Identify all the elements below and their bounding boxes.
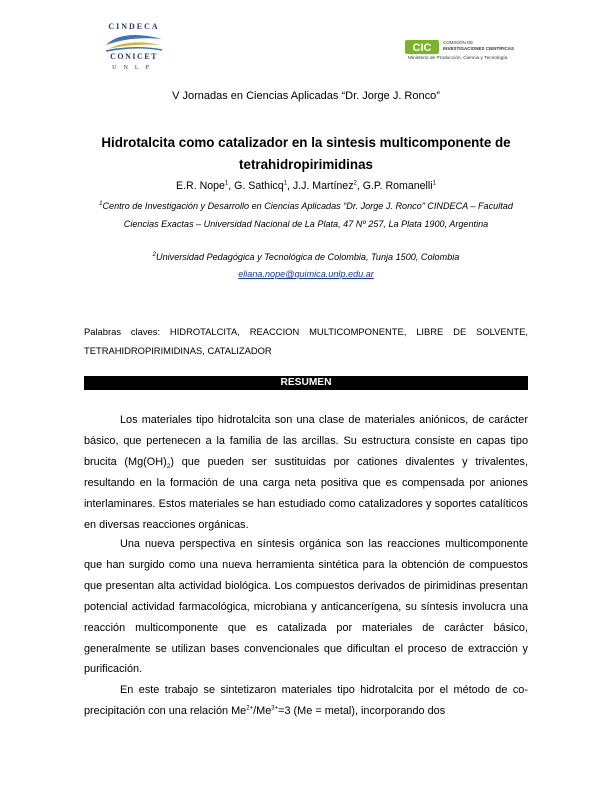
affiliation-mark: 1	[99, 200, 103, 207]
affiliation-1	[90, 198, 522, 233]
paper-title	[70, 132, 542, 176]
unlp-logo-text: UNLP	[112, 65, 156, 71]
conicet-swirl-icon	[104, 31, 164, 53]
cindeca-logo-text: CINDECA	[108, 22, 160, 31]
paragraph-text: En este trabajo se sintetizaron materiales tipo hidrotalcita por el método de co-precipitación con una relación Me	[84, 684, 528, 717]
section-heading-resumen: RESUMEN	[84, 376, 528, 390]
abstract-paragraph-3	[84, 680, 528, 722]
paper-title-line2: tetrahidropirimidinas	[239, 157, 373, 172]
author-name: G.P. Romanelli	[362, 180, 433, 192]
paragraph-text: =3 (Me = metal), incorporando dos	[278, 704, 446, 717]
author-name: J.J. Martínez	[292, 180, 354, 192]
author-name: G. Sathicq	[234, 180, 284, 192]
conicet-logo-text: CONICET	[110, 52, 158, 61]
author-affil-mark: 2	[353, 180, 357, 187]
cic-logo-line2: INVESTIGACIONES CIENTÍFICAS	[443, 46, 515, 51]
abstract-paragraph-2: Una nueva perspectiva en síntesis orgánica son las reacciones multicomponente que han surgido como una nueva herramienta sintética para la obtención de compuestos que presentan alta actividad biológica. Los compuestos derivados de pirimidinas presentan potencial actividad farmacológica, microbiana y anticancerígena, su síntesis involucra una reacción multicomponente que es catalizada por materiales de carácter básico, generalmente se utilizan bases convencionales que dificultan el proceso de extracción y purificación.	[84, 538, 528, 676]
subscript: 2	[166, 462, 171, 470]
superscript: 2+	[246, 705, 254, 712]
affiliation-text: Universidad Pedagógica y Tecnológica de Colombia, Tunja 1500, Colombia	[156, 252, 460, 262]
author-list: E.R. Nope$^1$, G. Sathicq$^1$, J.J. Martínez$^2$, G.P. Romanelli$^1$	[176, 180, 436, 192]
event-name: V Jornadas en Ciencias Aplicadas “Dr. Jorge J. Ronco”	[172, 90, 440, 102]
superscript: 3+	[271, 705, 279, 712]
cindeca-conicet-unlp-logo	[98, 22, 170, 76]
affiliation-mark: 2	[152, 251, 157, 258]
affiliation-text: Centro de Investigación y Desarrollo en Ciencias Aplicadas “Dr. Jorge J. Ronco” CINDECA – Facultad Ciencias Exactas – Universidad Nacional de La Plata, 47 Nº 257, La Plata 1900, Argentina	[102, 201, 513, 229]
cic-logo	[405, 36, 530, 66]
author-affil-mark: 1	[224, 180, 229, 187]
cic-logo-line1: COMISIÓN DE	[443, 40, 474, 45]
author-affil-mark: 1	[283, 180, 287, 187]
author-name: E.R. Nope	[176, 180, 225, 192]
keywords: Palabras claves: HIDROTALCITA, REACCION MULTICOMPONENTE, LIBRE DE SOLVENTE, TETRAHIDROPIRIMIDINAS, CATALIZADOR	[84, 326, 528, 356]
cic-logo-ministry: Ministerio de Producción, Ciencia y Tecnología	[408, 56, 508, 61]
abstract-paragraph-1	[84, 410, 528, 535]
affiliation-2	[0, 252, 612, 262]
contact-email-link[interactable]: eliana.nope@quimica.unlp.edu.ar	[238, 269, 374, 279]
author-affil-mark: 1	[432, 180, 436, 187]
paragraph-text: ) que pueden ser sustituidas por cationes divalentes y trivalentes, resultando en la formación de una carga neta positiva que es compensada por aniones interlaminares. Estos materiales se han estudiado como catalizadores y soportes catalíticos en diversas reacciones orgánicas.	[84, 455, 528, 531]
paragraph-text: /Me	[253, 704, 272, 717]
cic-mark-icon	[405, 40, 439, 54]
paragraph-text: Los materiales tipo hidrotalcita son una clase de materiales aniónicos, de carácter básico, que pertenecen a la familia de las arcillas. Su estructura consiste en capas tipo brucita (Mg(OH)	[84, 414, 528, 468]
paper-title-line1: Hidrotalcita como catalizador en la sintesis multicomponente de	[101, 135, 511, 150]
cic-mark-text: CIC	[412, 42, 432, 54]
